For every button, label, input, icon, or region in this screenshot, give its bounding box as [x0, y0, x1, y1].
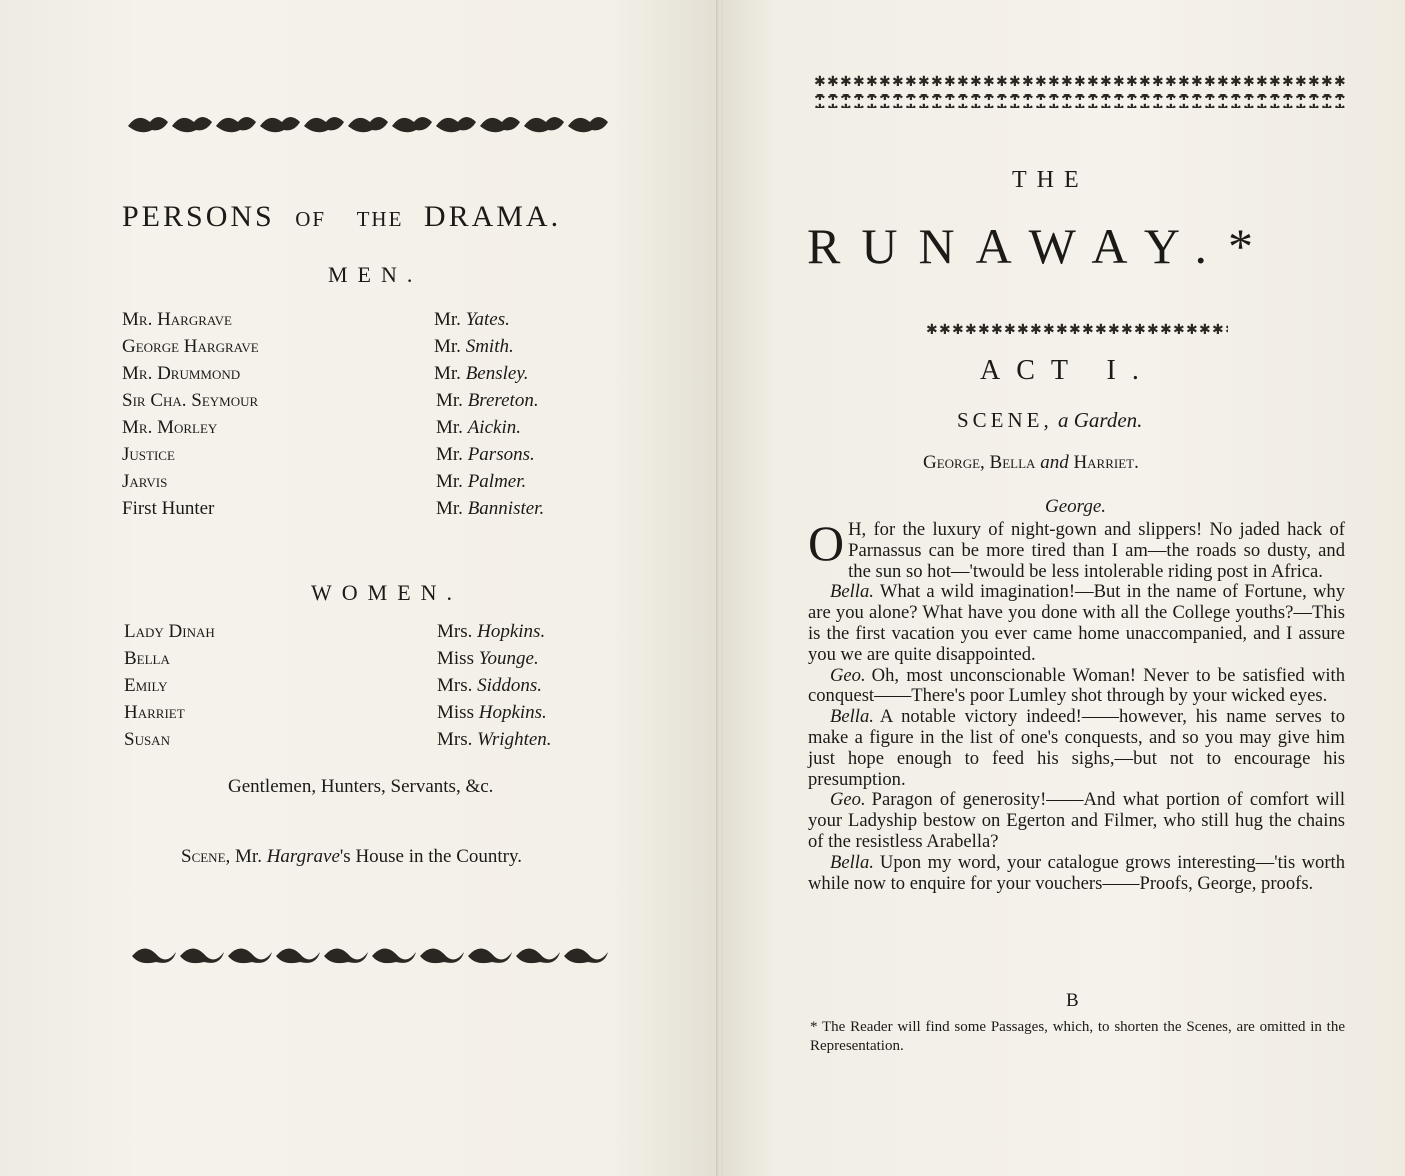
speech [808, 790, 1345, 852]
scene-name: Hargrave [266, 846, 340, 867]
heading-the: THE [356, 207, 404, 231]
scene-location-line [181, 846, 522, 868]
actor-name [437, 730, 552, 749]
scene-pre: Mr. [235, 846, 262, 867]
actor-name [437, 703, 547, 722]
actor-title: Mrs. [437, 675, 473, 696]
role-name: Mr. Hargrave [122, 309, 232, 330]
actor-title: Mrs. [437, 729, 473, 750]
characters-and: and [1040, 452, 1069, 473]
act-heading: ACT I. [980, 355, 1155, 386]
actor-surname: Aickin. [467, 417, 521, 438]
actor-name [437, 622, 545, 641]
actor-surname: Smith. [465, 336, 514, 357]
actor-name [434, 337, 514, 356]
scene-label: Scene, [181, 846, 231, 867]
speech-text: H, for the luxury of night-gown and slippers! No jaded hack of Parnassus can be more tired than I am—the roads so dusty, and the sun so hot—'twould be less intolerable riding post in Africa. [848, 519, 1345, 582]
actor-surname: Brereton. [467, 390, 539, 411]
role-name: Justice [122, 444, 175, 465]
actor-surname: Younge. [478, 648, 539, 669]
actor-title: Mr. [436, 444, 463, 465]
actor-surname: Wrighten. [477, 729, 552, 750]
scene-heading [957, 408, 1142, 433]
signature-mark: B [1066, 990, 1079, 1011]
actor-title: Mr. [436, 498, 463, 519]
actor-name [436, 391, 539, 410]
speaker: Bella. [830, 581, 874, 603]
speech [808, 666, 1345, 708]
role-name: Mr. Morley [122, 417, 218, 438]
speaker: Geo. [830, 664, 866, 686]
speaker: Bella. [830, 851, 874, 873]
heading-persons: PERSONS [122, 200, 275, 233]
speech-text: Paragon of generosity!——And what portion of comfort will your Ladyship bestow on Egerton and Filmer, who still hug the chains of the resistless Arabella? [808, 789, 1345, 852]
asterisk-rules [814, 74, 1346, 112]
actor-surname: Bensley. [465, 363, 529, 384]
actor-title: Mr. [434, 309, 461, 330]
women-heading: WOMEN. [311, 580, 463, 605]
actor-title: Mrs. [437, 621, 473, 642]
characters-a: George, Bella [923, 452, 1036, 473]
actor-title: Mr. [434, 363, 461, 384]
actor-title: Mr. [436, 417, 463, 438]
actor-surname: Hopkins. [477, 621, 546, 642]
speech [808, 515, 1345, 582]
scene-post: 's House in the Country. [339, 846, 523, 867]
role-name: Bella [124, 648, 170, 669]
role-name: First Hunter [122, 498, 215, 519]
characters-on-stage [923, 452, 1139, 474]
heading-of: OF [295, 207, 327, 231]
role-name: Sir Cha. Seymour [122, 390, 259, 411]
top-ornament-band [128, 108, 614, 134]
actor-name [434, 310, 510, 329]
role-name: Lady Dinah [124, 621, 215, 642]
actor-title: Miss [437, 702, 474, 723]
actor-name [436, 418, 521, 437]
characters-b: Harriet. [1073, 452, 1139, 473]
actor-surname: Yates. [465, 309, 510, 330]
actor-title: Mr. [436, 390, 463, 411]
speech-text: A notable victory indeed!——however, his name serves to make a figure in the list of one's conquests, and so you may give him just hope enough to feed his sighs,—but not to encourage his presumption. [808, 706, 1345, 790]
role-name: Emily [124, 675, 168, 696]
first-speaker: George. [1045, 496, 1107, 517]
fleuron-top [128, 108, 614, 134]
scene-heading-label: SCENE, [957, 408, 1053, 432]
fleuron-bottom [130, 940, 614, 970]
speaker: Geo. [830, 789, 866, 811]
speech [808, 853, 1345, 895]
speech-text: Upon my word, your catalogue grows interesting—'tis worth while now to enquire for your vouchers——Proofs, George, proofs. [808, 851, 1345, 894]
actor-surname: Hopkins. [478, 702, 547, 723]
speech [808, 582, 1345, 665]
role-name: Jarvis [122, 471, 168, 492]
asterisk-rule-short [926, 322, 1228, 338]
actor-title: Miss [437, 648, 474, 669]
speaker: Bella. [830, 706, 874, 728]
role-name: Mr. Drummond [122, 363, 241, 384]
scene-heading-place: a Garden. [1058, 408, 1143, 432]
dialogue-body [808, 515, 1345, 894]
actor-surname: Parsons. [467, 444, 535, 465]
role-name: Harriet [124, 702, 185, 723]
actor-surname: Siddons. [477, 675, 543, 696]
role-name: Susan [124, 729, 170, 750]
actor-name [436, 499, 544, 518]
act-ornament-band [926, 322, 1228, 338]
bottom-ornament-band [130, 940, 614, 970]
title-ornament-band [814, 74, 1346, 112]
actor-surname: Bannister. [467, 498, 545, 519]
actor-name [434, 364, 528, 383]
play-title: RUNAWAY.* [807, 218, 1275, 274]
actor-name [437, 676, 542, 695]
actor-name [436, 445, 535, 464]
men-heading: MEN. [328, 262, 423, 287]
role-name: George Hargrave [122, 336, 259, 357]
actor-name [436, 472, 526, 491]
extras-line: Gentlemen, Hunters, Servants, &c. [228, 776, 494, 797]
actor-name [437, 649, 539, 668]
actor-title: Mr. [436, 471, 463, 492]
play-title-the: THE [1012, 167, 1089, 193]
speech [808, 707, 1345, 790]
speech-text: What a wild imagination!—But in the name of Fortune, why are you alone? What have you done with all the College youths?—This is the first vacation you ever came home unaccompanied, and I assure you we are quite disappointed. [808, 581, 1345, 665]
drop-cap: O [808, 515, 845, 571]
speech-text: Oh, most unconscionable Woman! Never to be satisfied with conquest——There's poor Lumley shot through by your wicked eyes. [808, 664, 1345, 707]
footnote: * The Reader will find some Passages, which, to shorten the Scenes, are omitted in the Representation. [810, 1019, 1345, 1054]
actor-surname: Palmer. [467, 471, 527, 492]
persons-of-the-drama-heading [122, 200, 561, 234]
actor-title: Mr. [434, 336, 461, 357]
heading-drama: DRAMA. [423, 200, 562, 233]
